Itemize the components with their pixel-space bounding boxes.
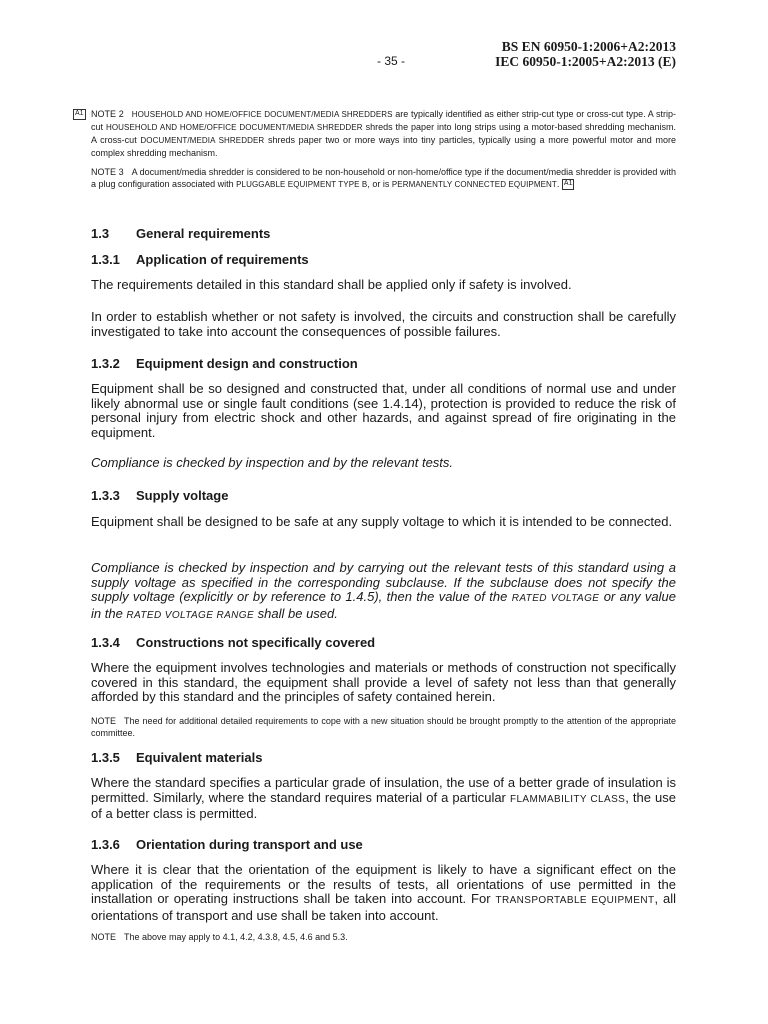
section-1-3-5: [91, 750, 676, 766]
page-number: - 35 -: [377, 54, 406, 68]
section-heading: 1.3.3 Supply voltage: [91, 488, 229, 503]
section-1-3-3: [91, 488, 676, 504]
paragraph: Where the standard specifies a particular grade of insulation, the use of a better grade of insulation is permitted. Similarly, where the standard requires material of a particular FLAMMABILITY CLASS, the use of a better class is permitted.: [91, 775, 676, 821]
note: NOTE The need for additional detailed requirements to cope with a new situation should be brought promptly to the attention of the appropriate committee.: [91, 716, 676, 738]
paragraph: Equipment shall be so designed and constructed that, under all conditions of normal use and under likely abnormal use or single fault conditions (see 1.4.14), protection is provided to reduce the risk of personal injury from electric shock and other hazards, and against spread of fire originating in the equipment.: [91, 381, 676, 440]
note-3: NOTE 3 A document/media shredder is considered to be non-household or non-home/office type if the document/media shredder is provided with a plug configuration associated with PLUGGABLE EQUIPMENT TYPE B, or is PERMANENTLY CONNECTED EQUIPMENT. A1: [91, 167, 677, 189]
note-2: A1 NOTE 2 HOUSEHOLD AND HOME/OFFICE DOCUMENT/MEDIA SHREDDERS are typically identified as either strip-cut type or cross-cut type. A strip-cut HOUSEHOLD AND HOME/OFFICE DOCUMENT/MEDIA SHREDDER shreds the paper into long strips using a motor-based shredding mechanism. A cross-cut DOCUMENT/MEDIA SHREDDER shreds paper two or more ways into tiny particles, typically using a more powerful motor and more complex shredding mechanism.: [75, 109, 676, 158]
section-1-3: [91, 226, 676, 242]
note: NOTE The above may apply to 4.1, 4.2, 4.3.8, 4.5, 4.6 and 5.3.: [91, 932, 348, 942]
section-1-3-2: [91, 356, 676, 372]
amendment-start-marker: A1: [73, 109, 86, 120]
section-heading: 1.3.5 Equivalent materials: [91, 750, 263, 765]
header-standard-en: BS EN 60950-1:2006+A2:2013: [501, 39, 676, 54]
amendment-end-marker: A1: [562, 179, 575, 190]
paragraph: Where the equipment involves technologies and materials or methods of construction not specifically covered in this standard, the equipment shall provide a level of safety not less than that generally afforded by this standard and the principles of safety contained herein.: [91, 660, 676, 704]
section-1-3-6: [91, 837, 676, 853]
note-3-label: NOTE 3: [91, 167, 124, 177]
compliance-statement: Compliance is checked by inspection and by the relevant tests.: [91, 455, 454, 470]
section-heading: 1.3 General requirements: [91, 226, 271, 241]
paragraph: The requirements detailed in this standard shall be applied only if safety is involved.: [91, 277, 572, 292]
section-1-3-4: [91, 635, 676, 651]
section-1-3-1: [91, 252, 676, 268]
note-2-label: NOTE 2: [91, 109, 124, 119]
section-heading: 1.3.2 Equipment design and construction: [91, 356, 358, 371]
header-standard-iec: IEC 60950-1:2005+A2:2013 (E): [495, 54, 676, 69]
section-heading: 1.3.6 Orientation during transport and use: [91, 837, 363, 852]
paragraph: Where it is clear that the orientation of the equipment is likely to have a significant effect on the application of the requirements or the results of tests, all orientations of use permitted in the installation or operating instructions shall be taken into account. For TRANSPORTABLE EQUIPMENT, all orientations of transport and use shall be taken into account.: [91, 862, 676, 923]
paragraph: In order to establish whether or not safety is involved, the circuits and construction shall be carefully investigated to take into account the consequences of possible failures.: [91, 309, 676, 339]
section-heading: 1.3.4 Constructions not specifically covered: [91, 635, 376, 650]
section-heading: 1.3.1 Application of requirements: [91, 252, 309, 267]
compliance-statement: Compliance is checked by inspection and by carrying out the relevant tests of this standard using a supply voltage as specified in the corresponding subclause. If the subclause does not specify the supply voltage (explicitly or by reference to 1.4.5), then the value of the RATED VOLTAGE or any value in the RATED VOLTAGE RANGE shall be used.: [91, 560, 676, 621]
paragraph: Equipment shall be designed to be safe at any supply voltage to which it is intended to be connected.: [91, 514, 673, 529]
